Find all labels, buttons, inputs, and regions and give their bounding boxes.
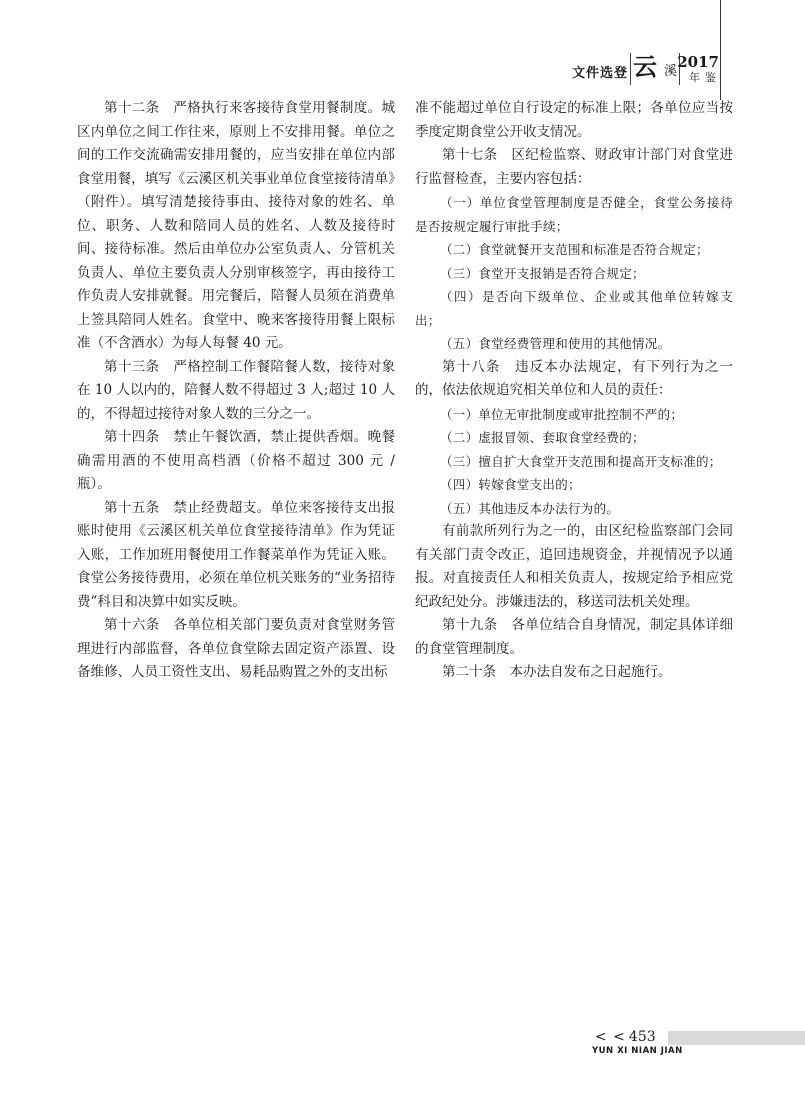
page-number-block (595, 1027, 656, 1047)
paragraph: 第二十条 本办法自发布之日起施行。 (442, 664, 672, 680)
page-number: 453 (628, 1029, 656, 1045)
running-header (505, 46, 805, 88)
header-divider (630, 53, 631, 85)
list-item: （四）是否向下级单位、企业或其他单位转嫁支出； (415, 289, 733, 328)
brand-logo-char-1: 云 (633, 52, 657, 81)
paragraph: 第十四条 禁止午餐饮酒，禁止提供香烟。晚餐确需用酒的不使用高档酒（价格不超过 300 元 / 瓶）。 (77, 429, 395, 492)
year-label: 2017 (677, 53, 719, 71)
list-item: （一）单位无审批制度或审批控制不严的； (440, 406, 684, 422)
section-title: 文件选登 (571, 66, 628, 81)
footer-bar (668, 1031, 805, 1045)
list-item: （二）虚报冒领、套取食堂经费的； (440, 430, 645, 445)
list-item: （三）食堂开支报销是否符合规定； (440, 265, 645, 281)
paragraph: 第十六条 各单位相关部门要负责对食堂财务管理进行内部监督，各单位食堂除去固定资产添置、设备维修、人员工资性支出、易耗品购置之外的支出标 (77, 617, 395, 680)
paragraph: 有前款所列行为之一的，由区纪检监察部门会同有关部门责令改正，追回违规资金，并视情况予以通报。对直接责任人和相关负责人，按规定给予相应党纪政纪处分。涉嫌违法的，移送司法机关处理。 (415, 523, 733, 610)
paragraph: 第十八条 违反本办法规定，有下列行为之一的，依法依规追究相关单位和人员的责任： (415, 358, 733, 398)
list-item: （四）转嫁食堂支出的； (440, 477, 581, 492)
page-arrows: < < (595, 1029, 626, 1045)
right-column (415, 97, 733, 685)
list-item: （五）其他违反本办法行为的。 (440, 500, 620, 516)
list-item: （五）食堂经费管理和使用的其他情况。 (440, 336, 671, 351)
paragraph: 第十九条 各单位结合自身情况，制定具体详细的食堂管理制度。 (415, 617, 733, 657)
left-column (77, 97, 395, 685)
yearbook-label: 年鉴 (689, 71, 721, 84)
paragraph: 第十五条 禁止经费超支。单位来客接待支出报账时使用《云溪区机关单位食堂接待清单》作为凭证入账，工作加班用餐使用工作餐菜单作为凭证入账。食堂公务接待费用，必须在单位机关账务的“业务招待费”科目和决算中如实反映。 (77, 499, 395, 610)
list-item: （一）单位食堂管理制度是否健全，食堂公务接待是否按规定履行审批手续； (415, 195, 733, 234)
paragraph: 第十二条 严格执行来客接待食堂用餐制度。城区内单位之间工作往来，原则上不安排用餐。单位之间的工作交流确需安排用餐的，应当安排在单位内部食堂用餐，填写《云溪区机关事业单位食堂接待清单》（附件）。填写清楚接待事由、接待对象的姓名、单位、职务、人数和陪同人员的姓名、人数及接待时间、接待标准。然后由单位办公室负责人、分管机关负责人、单位主要负责人分别审核签字，再由接待工作负责人安排就餐。用完餐后，陪餐人员须在消费单上签具陪同人姓名。食堂中、晚来客接待用餐上限标准（不含酒水）为每人每餐 40 元。 (77, 100, 395, 351)
footer-subtitle: YUN XI NIAN JIAN (592, 1046, 683, 1056)
paragraph: 第十七条 区纪检监察、财政审计部门对食堂进行监督检查，主要内容包括： (415, 147, 733, 187)
paragraph: 第十三条 严格控制工作餐陪餐人数，接待对象在 10 人以内的，陪餐人数不得超过 3 人;超过 10 人的，不得超过接待对象人数的三分之一。 (77, 358, 395, 422)
list-item: （三）擅自扩大食堂开支范围和提高开支标准的； (440, 453, 722, 469)
paragraph: 准不能超过单位自行设定的标准上限；各单位应当按季度定期食堂公开收支情况。 (415, 100, 733, 140)
list-item: （二）食堂就餐开支范围和标准是否符合规定； (440, 242, 709, 257)
brand-logo-char-2: 溪 (663, 64, 677, 79)
